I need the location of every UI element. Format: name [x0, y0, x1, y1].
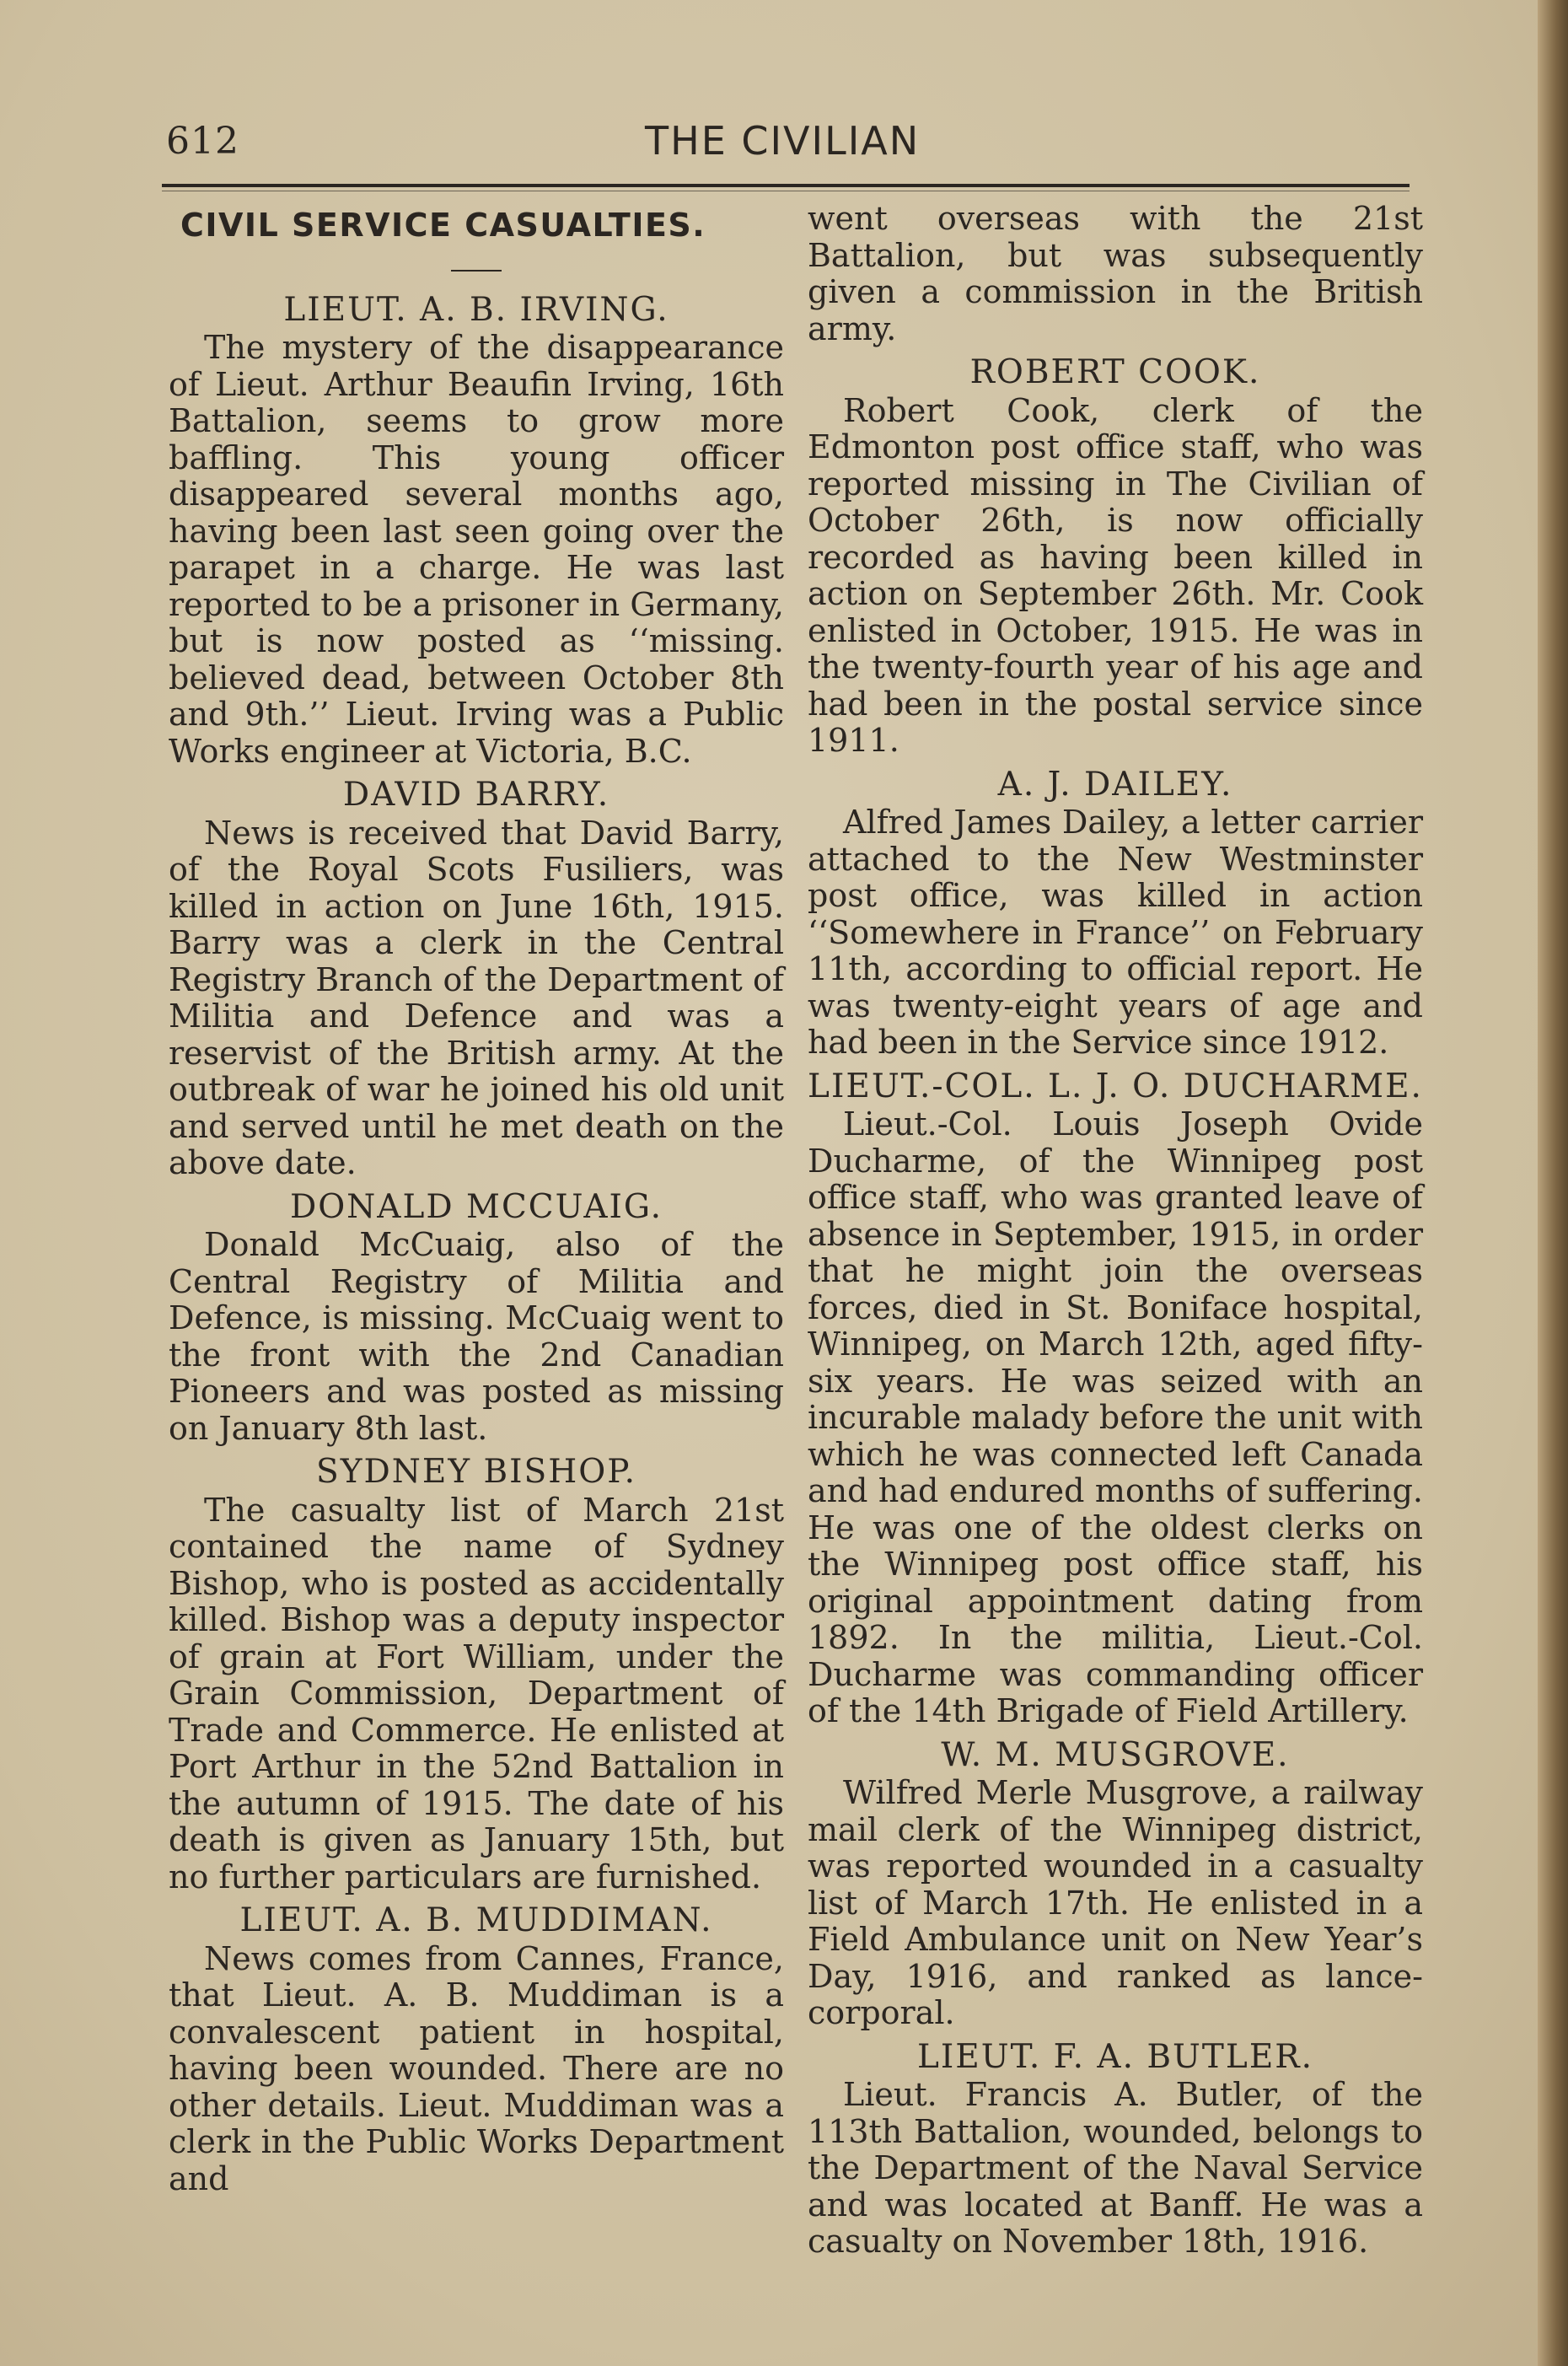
article-heading: DONALD MCCUAIG.: [289, 1187, 663, 1226]
article-body: News comes from Cannes, France, that Lieut. A. B. Muddiman is a convalescent patient in hospital, having been wounded. There are no other details. Lieut. Muddiman was a clerk in the Public Works Department and: [169, 1939, 784, 2197]
article-body: The mystery of the disappearance of Lieut. Arthur Beaufin Irving, 16th Battalion, seems to grow more baffling. This young officer disappeared several months ago, having been last seen going over the parapet in a charge. He was last reported to be a prisoner in Germany, but is now posted as ‘‘missing. believed dead, between October 8th and 9th.’’ Lieut. Irving was a Public Works engineer at Victoria, B.C.: [169, 329, 784, 770]
title-divider: [451, 270, 502, 272]
header-rule: [162, 184, 1410, 187]
article-body: Lieut.-Col. Louis Joseph Ovide Ducharme, of the Winnipeg post office staff, who was granted leave of absence in September, 1915, in order that he might join the overseas forces, died in St. Boniface hospital, Winnipeg, on March 12th, aged fifty-six years. He was seized with an incurable malady before the unit with which he was connected left Canada and had endured months of suffering. He was one of the oldest clerks on the Winnipeg post office staff, his original appointment dating from 1892. In the militia, Lieut.-Col. Ducharme was commanding officer of the 14th Brigade of Field Artillery.: [808, 1105, 1423, 1729]
section-title: CIVIL SERVICE CASUALTIES.: [180, 207, 706, 244]
article-continuation: went overseas with the 21st Battalion, but was subsequently given a commission in the British army.: [808, 200, 1423, 347]
left-column: [169, 201, 784, 2197]
article-heading: ROBERT COOK.: [969, 353, 1261, 391]
article-body: News is received that David Barry, of the Royal Scots Fusiliers, was killed in action on June 16th, 1915. Barry was a clerk in the Central Registry Branch of the Department of Militia and Defence and was a reservist of the British army. At the outbreak of war he joined his old unit and served until he met death on the above date.: [169, 814, 784, 1181]
article-heading: LIEUT. A. B. IRVING.: [283, 290, 669, 329]
page-edge: [1538, 0, 1568, 2366]
article-heading: SYDNEY BISHOP.: [316, 1453, 636, 1491]
article-body: Alfred James Dailey, a letter carrier attached to the New Westminster post office, was killed in action ‘‘Somewhere in France’’ on February 11th, according to official report. He was twenty-eight years of age and had been in the Service since 1912.: [808, 804, 1423, 1061]
article-body: Lieut. Francis A. Butler, of the 113th Battalion, wounded, belongs to the Department of the Naval Service and was located at Banff. He was a casualty on November 18th, 1916.: [808, 2076, 1423, 2260]
article-heading: W. M. MUSGROVE.: [941, 1735, 1290, 1774]
article-heading: A. J. DAILEY.: [997, 765, 1233, 804]
article-heading: LIEUT. A. B. MUDDIMAN.: [239, 1901, 713, 1939]
right-column: [808, 201, 1423, 2261]
article-heading: DAVID BARRY.: [342, 776, 610, 814]
article-body: Donald McCuaig, also of the Central Registry of Militia and Defence, is missing. McCuaig went to the front with the 2nd Canadian Pioneers and was posted as missing on January 8th last.: [169, 1226, 784, 1447]
article-heading: LIEUT.-COL. L. J. O. DUCHARME.: [808, 1067, 1423, 1105]
article-body: Wilfred Merle Musgrove, a railway mail clerk of the Winnipeg district, was reported wounded in a casualty list of March 17th. He enlisted in a Field Ambulance unit on New Year’s Day, 1916, and ranked as lance-corporal.: [808, 1774, 1423, 2031]
page-number: 612: [166, 120, 239, 163]
article-body: The casualty list of March 21st contained the name of Sydney Bishop, who is posted as accidentally killed. Bishop was a deputy inspector of grain at Fort William, under the Grain Commission, Department of Trade and Commerce. He enlisted at Port Arthur in the 52nd Battalion in the autumn of 1915. The date of his death is given as January 15th, but no further particulars are furnished.: [169, 1491, 784, 1895]
article-body: Robert Cook, clerk of the Edmonton post office staff, who was reported missing in The Civilian of October 26th, is now officially recorded as having been killed in action on September 26th. Mr. Cook enlisted in October, 1915. He was in the twenty-fourth year of his age and had been in the postal service since 1911.: [808, 391, 1423, 759]
article-heading: LIEUT. F. A. BUTLER.: [916, 2037, 1314, 2076]
running-title: THE CIVILIAN: [645, 118, 921, 164]
